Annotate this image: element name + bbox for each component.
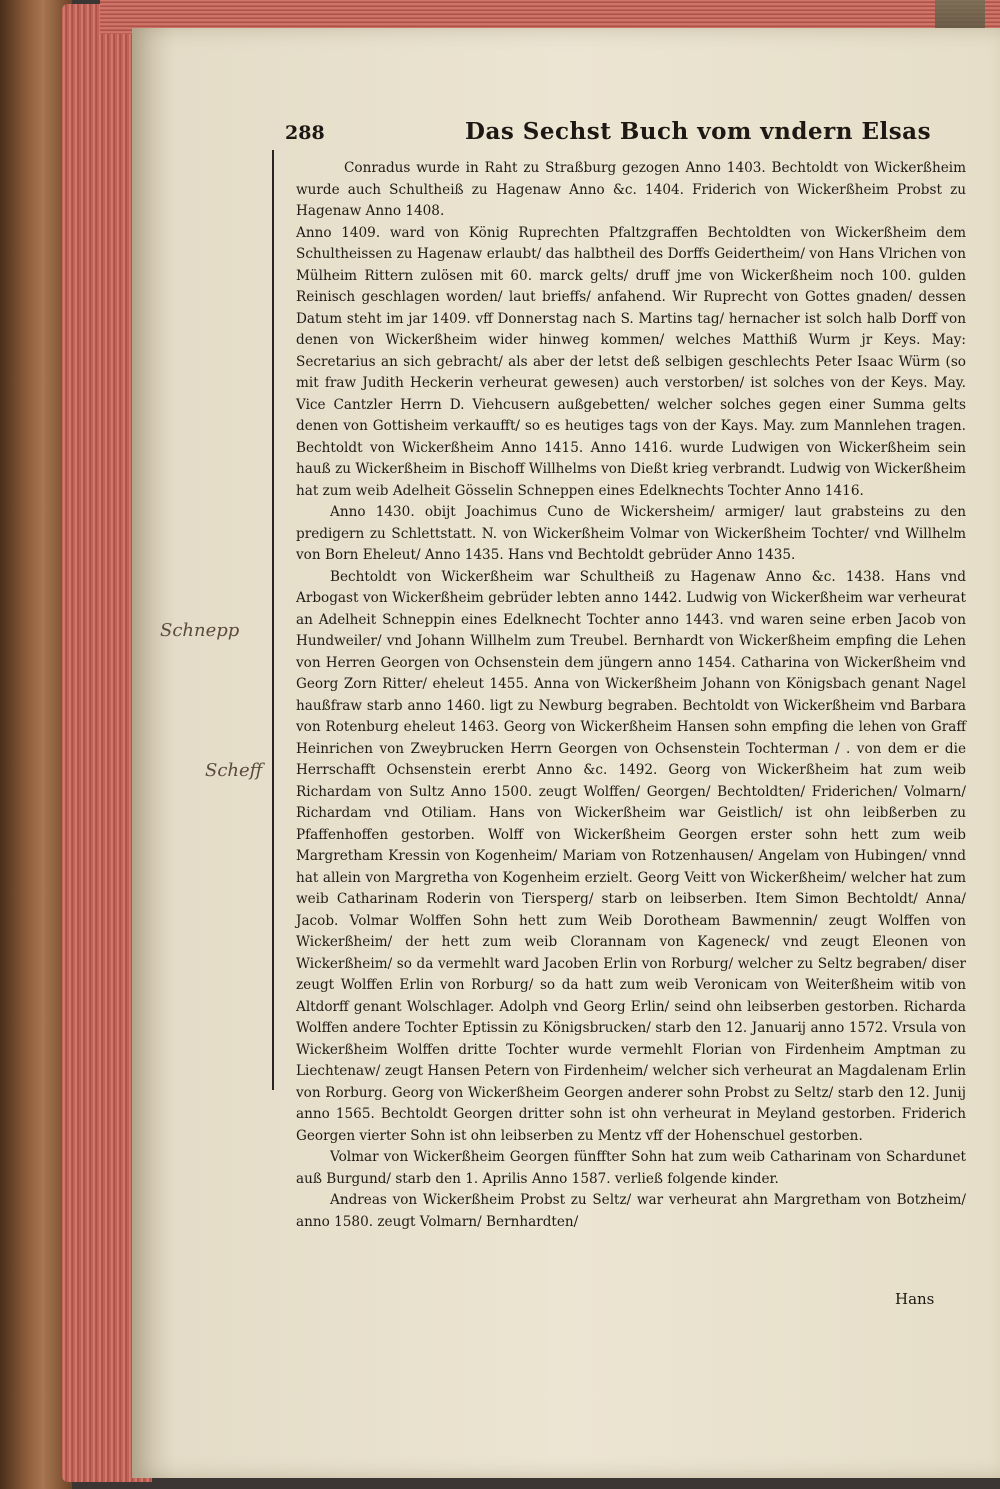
page-header bbox=[285, 118, 965, 150]
paragraph: Conradus wurde in Raht zu Straßburg gezogen Anno 1403. Bechtoldt von Wickerßheim wurde auch Schultheiß zu Hagenaw Anno &c. 1404. Friderich von Wickerßheim Probst zu Hagenaw Anno 1408. bbox=[296, 160, 966, 219]
paragraph: Anno 1409. ward von König Ruprechten Pfaltzgraffen Bechtoldten von Wickerßheim dem Schultheissen zu Hagenaw erlaubt/ das halbtheil des Dorffs Geidertheim/ von Hans Vlrichen von Mülheim Rittern zulösen mit 60. marck gelts/ druff jme von Wickerßheim noch 100. gulden Reinisch geschlagen worden/ laut brieffs/ anfahend. Wir Ruprecht von Gottes gnaden/ dessen Datum steht im jar 1409. vff Donnerstag nach S. Martins tag/ hernacher ist solch halb Dorff von denen von Wickerßheim wider hinweg kommen/ welches Matthiß Wurm jr Keys. May: Secretarius an sich gebracht/ als aber der letst deß selbigen geschlechts Peter Isaac Würm (so mit fraw Judith Heckerin verheurat gewesen) auch verstorben/ ist solches von der Keys. May. Vice Cantzler Herrn D. Viehcusern außgebetten/ welcher solches gegen einer Summa gelts denen von Gottisheim verkaufft/ so es heutiges tags von der Kays. May. zum Mannlehen tragen. Bechtoldt von Wickerßheim Anno 1415. Anno 1416. wurde Ludwigen von Wickerßheim sein hauß zu Wickerßheim in Bischoff Willhelms von Dießt krieg verbrandt. Ludwig von Wickerßheim hat zum weib Adelheit Gösselin Schneppen eines Edelknechts Tochter Anno 1416. bbox=[296, 224, 966, 499]
margin-note: Scheff bbox=[205, 760, 263, 781]
running-title: Das Sechst Buch vom vndern Elsas bbox=[465, 118, 932, 145]
paragraph: Volmar von Wickerßheim Georgen fünffter Sohn hat zum weib Catharinam von Schardunet auß Burgund/ starb den 1. Aprilis Anno 1587. verließ folgende kinder. bbox=[296, 1149, 966, 1187]
body-text bbox=[296, 158, 966, 1233]
margin-rule bbox=[272, 150, 274, 1090]
paragraph: Bechtoldt von Wickerßheim war Schultheiß zu Hagenaw Anno &c. 1438. Hans vnd Arbogast von Wickerßheim gebrüder lebten anno 1442. Ludwig von Wickerßheim war verheurat an Adelheit Schneppin eines Edelknecht Tochter anno 1443. vnd waren seine erben Jacob von Hundweiler/ vnd Johann Willhelm zum Treubel. Bernhardt von Wickerßheim empfing die Lehen von Herren Georgen von Ochsenstein dem jüngern anno 1454. Catharina von Wickerßheim vnd Georg Zorn Ritter/ eheleut 1455. Anna von Wickerßheim Johann von Königsbach genant Nagel haußfraw starb anno 1460. ligt zu Newburg begraben. Bechtoldt von Wickerßheim vnd Barbara von Rotenburg eheleut 1463. Georg von Wickerßheim Hansen sohn empfing die lehen von Graff Heinrichen von Zweybrucken Herrn Georgen von Ochsenstein Tochterman / . von dem er die Herrschafft Ochsenstein ererbt Anno &c. 1492. Georg von Wickerßheim hat zum weib Richardam von Sultz Anno 1500. zeugt Wolffen/ Georgen/ Bechtoldten/ Friderichen/ Volmarn/ Richardam vnd Otiliam. Hans von Wickerßheim war Geistlich/ ist ohn leibßerben zu Pfaffenhoffen gestorben. Wolff von Wickerßheim Georgen erster sohn hett zum weib Margretham Kressin von Kogenheim/ Mariam von Rotzenhausen/ Angelam von Hubingen/ vnnd hat allein von Margretha von Kogenheim erzielt. Georg Veitt von Wickerßheim/ welcher hat zum weib Catharinam Roderin von Tiersperg/ starb on leibserben. Item Simon Bechtoldt/ Anna/ Jacob. Volmar Wolffen Sohn hett zum Weib Dorotheam Bawmennin/ zeugt Wolffen von Wickerßheim/ der hett zum weib Clorannam von Kageneck/ vnd zeugt Eleonen von Wickerßheim/ so da vermehlt ward Jacoben Erlin von Rorburg/ welcher zu Seltz begraben/ diser zeugt Wolffen Erlin von Rorburg/ so da hatt zum weib Veronicam von Weiterßheim witib von Altdorff genant Wolschlager. Adolph vnd Georg Erlin/ seind ohn leibserben gestorben. Richarda Wolffen andere Tochter Eptissin zu Königsbrucken/ starb den 12. Januarij anno 1572. Vrsula von Wickerßheim Wolffen dritte Tochter wurde vermehlt Florian von Firdenheim Amptman zu Liechtenaw/ zeugt Hansen Petern von Firdenheim/ welcher sich verheurat an Magdalenam Erlin von Rorburg. Georg von Wickerßheim Georgen anderer sohn Probst zu Seltz/ starb den 12. Junij anno 1565. Bechtoldt Georgen dritter sohn ist ohn verheurat in Meyland gestorben. Friderich Georgen vierter Sohn ist ohn leibserben zu Mentz vff der Hohenschuel gestorben. bbox=[296, 568, 966, 1144]
margin-note: Schnepp bbox=[160, 620, 240, 641]
paragraph: Anno 1430. obijt Joachimus Cuno de Wickersheim/ armiger/ laut grabsteins zu den predigern zu Schlettstatt. N. von Wickerßheim Volmar von Wickerßheim Tochter/ vnd Willhelm von Born Eheleut/ Anno 1435. Hans vnd Bechtoldt gebrüder Anno 1435. bbox=[296, 504, 966, 563]
catchword: Hans bbox=[895, 1290, 935, 1308]
paragraph: Andreas von Wickerßheim Probst zu Seltz/ war verheurat ahn Margretham von Botzheim/ anno 1580. zeugt Volmarn/ Bernhardten/ bbox=[296, 1192, 966, 1230]
page-number: 288 bbox=[285, 122, 325, 144]
